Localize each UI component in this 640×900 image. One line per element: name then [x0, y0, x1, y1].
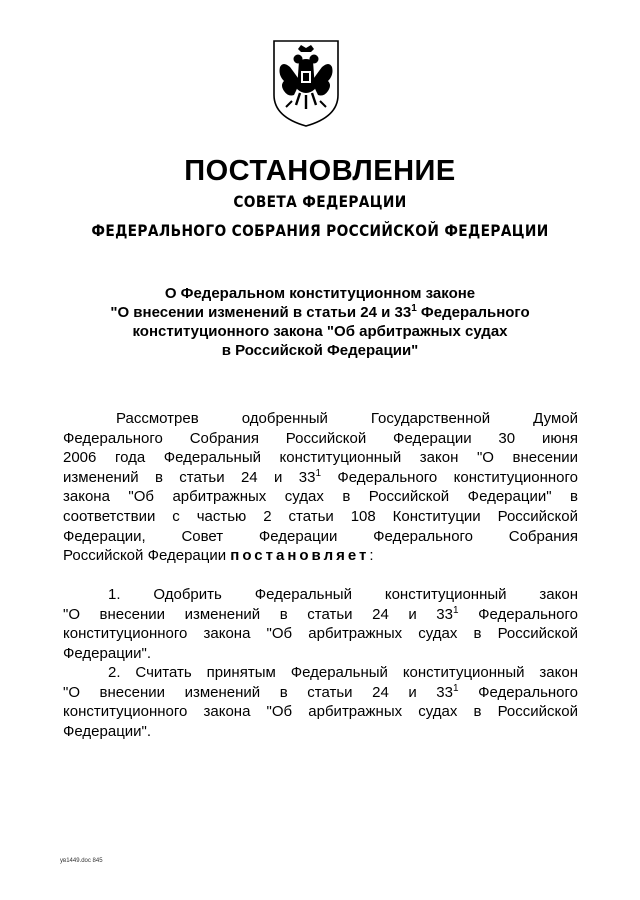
- text-line: закона "Об арбитражных судах в Российской Федерации" в: [63, 488, 578, 506]
- superscript: 1: [315, 467, 322, 479]
- text-line: соответствии с частью 2 статьи 108 Конституции Российской: [63, 507, 578, 525]
- preamble-paragraph: [63, 409, 578, 566]
- text-line: Федерального Собрания Российской Федерации 30 июня: [63, 429, 578, 447]
- issuing-body-line-1: СОВЕТА ФЕДЕРАЦИИ: [233, 192, 407, 211]
- file-reference: ув1449.doc 845: [60, 858, 103, 864]
- text-line: 2006 года Федеральный конституционный закон "О внесении: [63, 449, 578, 467]
- subject-line: в Российской Федерации": [221, 342, 419, 359]
- subject-line: конституционного закона "Об арбитражных судах: [132, 323, 508, 340]
- text-line: конституционного закона "Об арбитражных судах в Российской: [63, 703, 578, 721]
- text-line: "О внесении изменений в статьи 24 и $33^1$ Федерального: [63, 604, 578, 623]
- resolves-keyword: постановляет: [230, 547, 370, 565]
- text-line: Федерации".: [63, 644, 152, 662]
- resolution-item-1: [63, 585, 578, 663]
- resolution-item-2: [63, 663, 578, 741]
- text-line: Федерации".: [63, 722, 152, 740]
- document-title: ПОСТАНОВЛЕНИЕ: [184, 155, 456, 187]
- text-line: конституционного закона "Об арбитражных судах в Российской: [63, 625, 578, 643]
- superscript: 1: [411, 303, 417, 314]
- text-line: изменений в статьи 24 и $33^1$ Федерального конституционного: [63, 467, 578, 486]
- document-subject: [0, 284, 640, 360]
- superscript: 1: [453, 682, 459, 694]
- issuing-body-line-2: ФЕДЕРАЛЬНОГО СОБРАНИЯ РОССИЙСКОЙ ФЕДЕРАЦИИ: [91, 221, 549, 240]
- text-line: 2. Считать принятым Федеральный конституционный закон: [108, 664, 578, 681]
- text-line: Федерации, Совет Федерации Федерального Собрания: [63, 527, 578, 545]
- text-line: Российской Федерации постановляет:: [63, 547, 374, 565]
- text-line: 1. Одобрить Федеральный конституционный закон: [108, 586, 578, 603]
- superscript: 1: [453, 604, 459, 616]
- text-line: "О внесении изменений в статьи 24 и $33^1$ Федерального: [63, 682, 578, 701]
- subject-line: О Федеральном конституционном законе: [164, 285, 476, 302]
- subject-line: "О внесении изменений в статьи 24 и $33^1$ Федерального: [110, 303, 530, 321]
- text-line: Рассмотрев одобренный Государственной Думой: [116, 410, 578, 427]
- russian-coat-of-arms-icon: [270, 37, 342, 129]
